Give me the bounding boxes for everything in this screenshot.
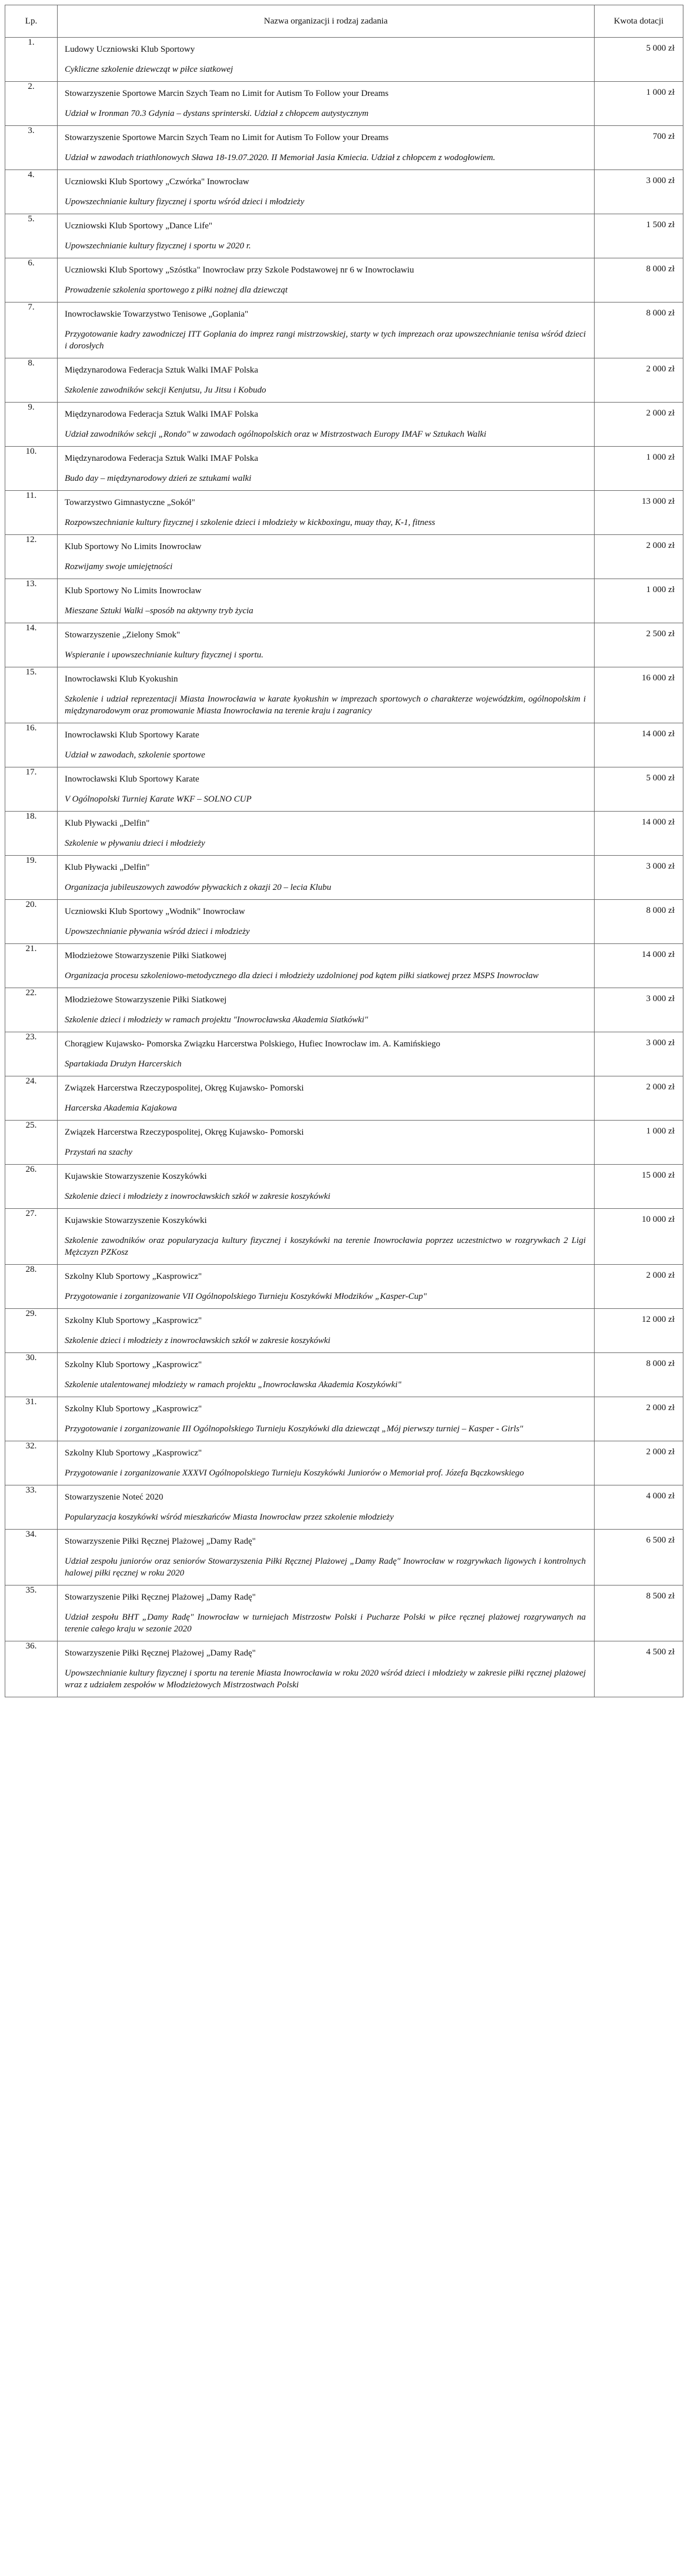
- row-number: 30.: [5, 1353, 58, 1397]
- table-row: [5, 214, 683, 258]
- task-description: Szkolenie zawodników oraz popularyzacja kultury fizycznej i koszykówki na terenie Inowrocławia poprzez uczestnictwo w rozgrywkach 2 Ligi Mężczyzn PZKosz: [65, 1236, 586, 1257]
- organization-cell: [58, 1397, 595, 1441]
- table-row: [5, 38, 683, 82]
- grant-amount: 5 000 zł: [595, 38, 683, 82]
- row-number: 34.: [5, 1530, 58, 1586]
- grant-amount: 15 000 zł: [595, 1165, 683, 1209]
- table-row: [5, 988, 683, 1032]
- grant-amount: 5 000 zł: [595, 767, 683, 812]
- organization-cell: [58, 1641, 595, 1697]
- row-number: 6.: [5, 258, 58, 303]
- organization-cell: [58, 988, 595, 1032]
- grant-amount: 1 000 zł: [595, 1121, 683, 1165]
- organization-cell: [58, 258, 595, 303]
- task-description: Szkolenie dzieci i młodzieży z inowrocławskich szkół w zakresie koszykówki: [65, 1192, 331, 1201]
- grant-amount: 1 500 zł: [595, 214, 683, 258]
- task-description: Udział w zawodach, szkolenie sportowe: [65, 750, 205, 760]
- grant-amount: 4 500 zł: [595, 1641, 683, 1697]
- organization-cell: [58, 82, 595, 126]
- table-row: [5, 358, 683, 403]
- organization-cell: [58, 1353, 595, 1397]
- task-description: Budo day – międzynarodowy dzień ze sztukami walki: [65, 474, 252, 483]
- task-description: Harcerska Akademia Kajakowa: [65, 1103, 177, 1113]
- organization-cell: [58, 447, 595, 491]
- organization-name: Stowarzyszenie Piłki Ręcznej Plażowej „Damy Radę": [65, 1593, 256, 1602]
- table-row: [5, 1485, 683, 1530]
- header-row: [5, 5, 683, 38]
- grant-amount: 3 000 zł: [595, 988, 683, 1032]
- organization-name: Związek Harcerstwa Rzeczypospolitej, Okręg Kujawsko- Pomorski: [65, 1128, 304, 1137]
- grant-amount: 1 000 zł: [595, 82, 683, 126]
- row-number: 2.: [5, 82, 58, 126]
- grant-amount: 10 000 zł: [595, 1209, 683, 1265]
- task-description: Przystań na szachy: [65, 1148, 132, 1157]
- header-name: Nazwa organizacji i rodzaj zadania: [58, 5, 595, 38]
- grant-amount: 3 000 zł: [595, 170, 683, 214]
- grant-amount: 6 500 zł: [595, 1530, 683, 1586]
- grant-amount: 1 000 zł: [595, 447, 683, 491]
- table-row: [5, 579, 683, 623]
- grant-amount: 3 000 zł: [595, 856, 683, 900]
- organization-name: Szkolny Klub Sportowy „Kasprowicz": [65, 1360, 202, 1370]
- task-description: Prowadzenie szkolenia sportowego z piłki nożnej dla dziewcząt: [65, 285, 288, 295]
- grant-amount: 2 000 zł: [595, 1441, 683, 1485]
- grant-amount: 8 500 zł: [595, 1586, 683, 1641]
- grant-amount: 2 000 zł: [595, 1076, 683, 1121]
- table-row: [5, 126, 683, 170]
- organization-name: Młodzieżowe Stowarzyszenie Piłki Siatkowej: [65, 995, 227, 1005]
- organization-name: Stowarzyszenie Sportowe Marcin Szych Team no Limit for Autism To Follow your Dreams: [65, 89, 389, 98]
- table-row: [5, 491, 683, 535]
- table-row: [5, 723, 683, 767]
- task-description: Przygotowanie kadry zawodniczej ITT Goplania do imprez rangi mistrzowskiej, starty w tych imprezach oraz upowszechnianie tenisa wśród dzieci i dorosłych: [65, 330, 586, 351]
- task-description: Udział zespołu BHT „Damy Radę" Inowrocław w turniejach Mistrzostw Polski i Pucharze Polski w piłce ręcznej plażowej rozgrywanych na terenie całego kraju w sezonie 2020: [65, 1613, 586, 1634]
- task-description: Upowszechnianie kultury fizycznej i sportu na terenie Miasta Inowrocławia w roku 2020 wśród dzieci i młodzieży w zakresie piłki ręcznej plażowej wraz z udziałem zespołów w Młodzieżowych Mistrzostwach Polski: [65, 1668, 586, 1690]
- organization-name: Międzynarodowa Federacja Sztuk Walki IMAF Polska: [65, 410, 258, 419]
- table-row: [5, 812, 683, 856]
- grant-amount: 14 000 zł: [595, 944, 683, 988]
- table-row: [5, 1265, 683, 1309]
- organization-cell: [58, 579, 595, 623]
- organization-name: Szkolny Klub Sportowy „Kasprowicz": [65, 1404, 202, 1414]
- header-amount: Kwota dotacji: [595, 5, 683, 38]
- row-number: 21.: [5, 944, 58, 988]
- organization-name: Stowarzyszenie „Zielony Smok": [65, 630, 181, 640]
- row-number: 28.: [5, 1265, 58, 1309]
- grant-amount: 2 000 zł: [595, 358, 683, 403]
- grant-amount: 14 000 zł: [595, 812, 683, 856]
- task-description: Wspieranie i upowszechnianie kultury fizycznej i sportu.: [65, 650, 263, 660]
- organization-name: Młodzieżowe Stowarzyszenie Piłki Siatkowej: [65, 951, 227, 960]
- task-description: Organizacja procesu szkoleniowo-metodycznego dla dzieci i młodzieży uzdolnionej pod kątem piłki siatkowej przez MSPS Inowrocław: [65, 971, 539, 980]
- row-number: 11.: [5, 491, 58, 535]
- organization-name: Szkolny Klub Sportowy „Kasprowicz": [65, 1316, 202, 1325]
- organization-name: Inowrocławski Klub Sportowy Karate: [65, 730, 199, 740]
- row-number: 19.: [5, 856, 58, 900]
- organization-cell: [58, 1209, 595, 1265]
- task-description: Popularyzacja koszykówki wśród mieszkańców Miasta Inowrocław przez szkolenie młodzieży: [65, 1513, 394, 1522]
- task-description: Mieszane Sztuki Walki –sposób na aktywny tryb życia: [65, 606, 253, 616]
- organization-cell: [58, 303, 595, 358]
- row-number: 15.: [5, 667, 58, 723]
- organization-name: Uczniowski Klub Sportowy „Wodnik" Inowrocław: [65, 907, 245, 916]
- grant-amount: 2 500 zł: [595, 623, 683, 667]
- organization-cell: [58, 812, 595, 856]
- table-row: [5, 258, 683, 303]
- task-description: Szkolenie i udział reprezentacji Miasta Inowrocławia w karate kyokushin w imprezach sportowych o charakterze wojewódzkim, ogólnopolskim i międzynarodowym oraz promowanie Miasta Inowrocławia na terenie kraju i zagranicy: [65, 694, 586, 716]
- organization-cell: [58, 1032, 595, 1076]
- organization-cell: [58, 491, 595, 535]
- grant-amount: 16 000 zł: [595, 667, 683, 723]
- table-row: [5, 1076, 683, 1121]
- organization-name: Stowarzyszenie Piłki Ręcznej Plażowej „Damy Radę": [65, 1537, 256, 1546]
- organization-cell: [58, 1441, 595, 1485]
- organization-cell: [58, 623, 595, 667]
- grant-amount: 8 000 zł: [595, 1353, 683, 1397]
- grant-amount: 700 zł: [595, 126, 683, 170]
- organization-name: Szkolny Klub Sportowy „Kasprowicz": [65, 1448, 202, 1458]
- organization-name: Międzynarodowa Federacja Sztuk Walki IMAF Polska: [65, 454, 258, 463]
- grant-amount: 8 000 zł: [595, 303, 683, 358]
- task-description: Upowszechnianie pływania wśród dzieci i młodzieży: [65, 927, 250, 936]
- row-number: 18.: [5, 812, 58, 856]
- organization-name: Chorągiew Kujawsko- Pomorska Związku Harcerstwa Polskiego, Hufiec Inowrocław im. A. Kamińskiego: [65, 1039, 441, 1049]
- row-number: 27.: [5, 1209, 58, 1265]
- row-number: 14.: [5, 623, 58, 667]
- organization-name: Inowrocławski Klub Sportowy Karate: [65, 775, 199, 784]
- header-lp: Lp.: [5, 5, 58, 38]
- task-description: Szkolenie w pływaniu dzieci i młodzieży: [65, 839, 205, 848]
- table-header: [5, 5, 683, 38]
- organization-name: Kujawskie Stowarzyszenie Koszykówki: [65, 1172, 207, 1181]
- row-number: 5.: [5, 214, 58, 258]
- table-row: [5, 900, 683, 944]
- grant-amount: 2 000 zł: [595, 1265, 683, 1309]
- task-description: Udział w Ironman 70.3 Gdynia – dystans sprinterski. Udział z chłopcem autystycznym: [65, 109, 369, 118]
- row-number: 24.: [5, 1076, 58, 1121]
- table-row: [5, 1353, 683, 1397]
- organization-cell: [58, 667, 595, 723]
- organization-cell: [58, 856, 595, 900]
- grant-amount: 1 000 zł: [595, 579, 683, 623]
- row-number: 23.: [5, 1032, 58, 1076]
- row-number: 10.: [5, 447, 58, 491]
- table-row: [5, 1641, 683, 1697]
- organization-name: Uczniowski Klub Sportowy „Czwórka" Inowrocław: [65, 177, 249, 187]
- table-row: [5, 1032, 683, 1076]
- row-number: 17.: [5, 767, 58, 812]
- table-row: [5, 1121, 683, 1165]
- row-number: 3.: [5, 126, 58, 170]
- table-row: [5, 447, 683, 491]
- task-description: Przygotowanie i zorganizowanie VII Ogólnopolskiego Turnieju Koszykówki Młodzików „Kasper-Cup": [65, 1292, 427, 1301]
- row-number: 36.: [5, 1641, 58, 1697]
- organization-name: Klub Pływacki „Delfin": [65, 819, 150, 828]
- row-number: 35.: [5, 1586, 58, 1641]
- table-row: [5, 1530, 683, 1586]
- organization-name: Kujawskie Stowarzyszenie Koszykówki: [65, 1216, 207, 1225]
- task-description: Szkolenie dzieci i młodzieży w ramach projektu "Inowrocławska Akademia Siatkówki": [65, 1015, 368, 1025]
- task-description: Upowszechnianie kultury fizycznej i sportu wśród dzieci i młodzieży: [65, 197, 305, 207]
- organization-name: Klub Sportowy No Limits Inowrocław: [65, 542, 202, 551]
- grant-amount: 8 000 zł: [595, 900, 683, 944]
- organization-cell: [58, 535, 595, 579]
- organization-cell: [58, 900, 595, 944]
- organization-cell: [58, 214, 595, 258]
- organization-name: Uczniowski Klub Sportowy „Dance Life": [65, 221, 213, 231]
- task-description: Przygotowanie i zorganizowanie XXXVI Ogólnopolskiego Turnieju Koszykówki Juniorów o Memoriał prof. Józefa Bączkowskiego: [65, 1468, 524, 1478]
- task-description: Udział zespołu juniorów oraz seniorów Stowarzyszenia Piłki Ręcznej Plażowej „Damy Radę" Inowrocław w rozgrywkach ligowych i kontrolnych halowej piłki ręcznej w roku 2020: [65, 1557, 586, 1578]
- organization-name: Związek Harcerstwa Rzeczypospolitej, Okręg Kujawsko- Pomorski: [65, 1083, 304, 1093]
- row-number: 26.: [5, 1165, 58, 1209]
- row-number: 9.: [5, 403, 58, 447]
- grant-amount: 3 000 zł: [595, 1032, 683, 1076]
- organization-name: Stowarzyszenie Sportowe Marcin Szych Team no Limit for Autism To Follow your Dreams: [65, 133, 389, 142]
- table-row: [5, 767, 683, 812]
- organization-cell: [58, 1309, 595, 1353]
- organization-cell: [58, 358, 595, 403]
- organization-name: Towarzystwo Gimnastyczne „Sokół": [65, 498, 195, 507]
- organization-name: Inowrocławski Klub Kyokushin: [65, 674, 178, 684]
- grant-amount: 8 000 zł: [595, 258, 683, 303]
- organization-cell: [58, 1265, 595, 1309]
- task-description: Udział w zawodach triathlonowych Sława 18-19.07.2020. II Memoriał Jasia Kmiecia. Udział z chłopcem z wodogłowiem.: [65, 153, 496, 162]
- task-description: Rozpowszechnianie kultury fizycznej i szkolenie dzieci i młodzieży w kickboxingu, muay thay, K-1, fitness: [65, 518, 435, 527]
- table-row: [5, 170, 683, 214]
- row-number: 22.: [5, 988, 58, 1032]
- row-number: 13.: [5, 579, 58, 623]
- grants-table: [5, 5, 683, 1697]
- organization-cell: [58, 1485, 595, 1530]
- task-description: V Ogólnopolski Turniej Karate WKF – SOLNO CUP: [65, 795, 252, 804]
- organization-name: Stowarzyszenie Noteć 2020: [65, 1493, 164, 1502]
- organization-cell: [58, 170, 595, 214]
- table-row: [5, 856, 683, 900]
- row-number: 8.: [5, 358, 58, 403]
- organization-cell: [58, 944, 595, 988]
- organization-cell: [58, 1165, 595, 1209]
- task-description: Rozwijamy swoje umiejętności: [65, 562, 173, 571]
- organization-cell: [58, 1586, 595, 1641]
- organization-cell: [58, 403, 595, 447]
- organization-cell: [58, 1076, 595, 1121]
- row-number: 25.: [5, 1121, 58, 1165]
- organization-name: Szkolny Klub Sportowy „Kasprowicz": [65, 1272, 202, 1281]
- organization-cell: [58, 767, 595, 812]
- grant-amount: 12 000 zł: [595, 1309, 683, 1353]
- table-row: [5, 1586, 683, 1641]
- row-number: 16.: [5, 723, 58, 767]
- task-description: Szkolenie zawodników sekcji Kenjutsu, Ju Jitsu i Kobudo: [65, 385, 266, 395]
- task-description: Szkolenie dzieci i młodzieży z inowrocławskich szkół w zakresie koszykówki: [65, 1336, 331, 1345]
- grant-amount: 14 000 zł: [595, 723, 683, 767]
- row-number: 29.: [5, 1309, 58, 1353]
- table-row: [5, 535, 683, 579]
- organization-name: Klub Sportowy No Limits Inowrocław: [65, 586, 202, 596]
- task-description: Upowszechnianie kultury fizycznej i sportu w 2020 r.: [65, 241, 251, 251]
- table-row: [5, 1209, 683, 1265]
- table-row: [5, 1309, 683, 1353]
- row-number: 7.: [5, 303, 58, 358]
- grant-amount: 2 000 zł: [595, 535, 683, 579]
- table-row: [5, 82, 683, 126]
- grant-amount: 2 000 zł: [595, 403, 683, 447]
- table-row: [5, 1397, 683, 1441]
- row-number: 31.: [5, 1397, 58, 1441]
- organization-cell: [58, 38, 595, 82]
- row-number: 32.: [5, 1441, 58, 1485]
- table-row: [5, 944, 683, 988]
- task-description: Udział zawodników sekcji „Rondo" w zawodach ogólnopolskich oraz w Mistrzostwach Europy IMAF w Sztukach Walki: [65, 430, 486, 439]
- task-description: Cykliczne szkolenie dziewcząt w piłce siatkowej: [65, 65, 233, 74]
- task-description: Organizacja jubileuszowych zawodów pływackich z okazji 20 – lecia Klubu: [65, 883, 332, 892]
- row-number: 1.: [5, 38, 58, 82]
- row-number: 12.: [5, 535, 58, 579]
- organization-cell: [58, 126, 595, 170]
- table-row: [5, 303, 683, 358]
- row-number: 33.: [5, 1485, 58, 1530]
- grant-amount: 13 000 zł: [595, 491, 683, 535]
- organization-cell: [58, 723, 595, 767]
- table-body: [5, 38, 683, 1697]
- table-row: [5, 623, 683, 667]
- organization-cell: [58, 1530, 595, 1586]
- organization-name: Międzynarodowa Federacja Sztuk Walki IMAF Polska: [65, 365, 258, 375]
- table-row: [5, 1441, 683, 1485]
- row-number: 20.: [5, 900, 58, 944]
- organization-name: Stowarzyszenie Piłki Ręcznej Plażowej „Damy Radę": [65, 1648, 256, 1658]
- organization-name: Klub Pływacki „Delfin": [65, 863, 150, 872]
- organization-name: Inowrocławskie Towarzystwo Tenisowe „Goplania": [65, 310, 249, 319]
- grant-amount: 4 000 zł: [595, 1485, 683, 1530]
- row-number: 4.: [5, 170, 58, 214]
- grant-amount: 2 000 zł: [595, 1397, 683, 1441]
- table-row: [5, 1165, 683, 1209]
- task-description: Spartakiada Drużyn Harcerskich: [65, 1059, 182, 1069]
- organization-name: Ludowy Uczniowski Klub Sportowy: [65, 45, 195, 54]
- task-description: Przygotowanie i zorganizowanie III Ogólnopolskiego Turnieju Koszykówki dla dziewcząt „Mój pierwszy turniej – Kasper - Girls": [65, 1424, 523, 1434]
- table-row: [5, 403, 683, 447]
- table-row: [5, 667, 683, 723]
- organization-name: Uczniowski Klub Sportowy „Szóstka" Inowrocław przy Szkole Podstawowej nr 6 w Inowrocławiu: [65, 265, 414, 275]
- task-description: Szkolenie utalentowanej młodzieży w ramach projektu „Inowrocławska Akademia Koszykówki": [65, 1380, 402, 1390]
- organization-cell: [58, 1121, 595, 1165]
